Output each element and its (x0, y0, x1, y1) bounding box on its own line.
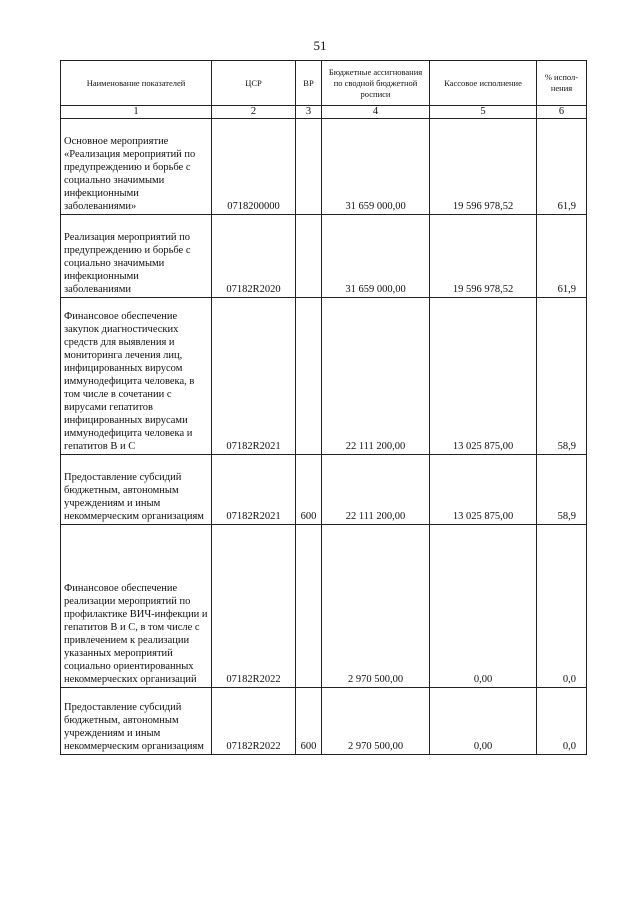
execution-amount: 0,00 (430, 525, 537, 688)
table-row (61, 119, 587, 215)
vr-code: 600 (296, 688, 322, 755)
indicator-name: Предоставление субсидий бюджетным, автономным учреждениям и иным некоммерческим организациям (61, 688, 212, 755)
csr-code: 07182R2021 (212, 298, 296, 455)
execution-percent: 0,0 (537, 688, 587, 755)
vr-code (296, 298, 322, 455)
page-number: 51 (313, 38, 327, 53)
execution-percent: 58,9 (537, 298, 587, 455)
execution-amount: 13 025 875,00 (430, 455, 537, 525)
header-name: Наименование показателей (61, 61, 212, 106)
header-csr: ЦСР (212, 61, 296, 106)
column-number: 5 (430, 106, 537, 119)
execution-percent: 61,9 (537, 119, 587, 215)
budget-amount: 22 111 200,00 (322, 298, 430, 455)
indicator-name: Предоставление субсидий бюджетным, автономным учреждениям и иным некоммерческим организациям (61, 455, 212, 525)
table-row (61, 525, 587, 688)
execution-percent: 0,0 (537, 525, 587, 688)
header-percent: % испол- нения (537, 61, 587, 106)
csr-code: 0718200000 (212, 119, 296, 215)
csr-code: 07182R2021 (212, 455, 296, 525)
execution-amount: 13 025 875,00 (430, 298, 537, 455)
budget-amount: 22 111 200,00 (322, 455, 430, 525)
column-number: 1 (61, 106, 212, 119)
column-number: 2 (212, 106, 296, 119)
csr-code: 07182R2022 (212, 525, 296, 688)
csr-code: 07182R2020 (212, 215, 296, 298)
vr-code (296, 525, 322, 688)
column-number: 3 (296, 106, 322, 119)
budget-amount: 2 970 500,00 (322, 525, 430, 688)
vr-code (296, 215, 322, 298)
column-number: 6 (537, 106, 587, 119)
budget-execution-table (60, 60, 587, 755)
table-row (61, 455, 587, 525)
header-budget: Бюджетные ассигнования по сводной бюджетной росписи (322, 61, 430, 106)
column-number: 4 (322, 106, 430, 119)
budget-amount: 31 659 000,00 (322, 215, 430, 298)
execution-amount: 19 596 978,52 (430, 119, 537, 215)
column-number-row (61, 106, 587, 119)
indicator-name: Реализация мероприятий по предупреждению и борьбе с социально значимыми инфекционными заболеваниями (61, 215, 212, 298)
vr-code: 600 (296, 455, 322, 525)
execution-percent: 61,9 (537, 215, 587, 298)
vr-code (296, 119, 322, 215)
indicator-name: Основное мероприятие «Реализация мероприятий по предупреждению и борьбе с социально значимыми инфекционными заболеваниями» (61, 119, 212, 215)
header-execution: Кассовое исполнение (430, 61, 537, 106)
indicator-name: Финансовое обеспечение реализации мероприятий по профилактике ВИЧ-инфекции и гепатитов В и С, в том числе с привлечением к реализации указанных мероприятий социально ориентированных некоммерческих организаций (61, 525, 212, 688)
csr-code: 07182R2022 (212, 688, 296, 755)
table-row (61, 688, 587, 755)
table-row (61, 215, 587, 298)
indicator-name: Финансовое обеспечение закупок диагностических средств для выявления и мониторинга лечения лиц, инфицированных вирусом иммунодефицита человека, в том числе в сочетании с вирусами гепатитов инфицированных вирусами иммунодефицита человека и гепатитов В и С (61, 298, 212, 455)
table-row (61, 298, 587, 455)
execution-amount: 19 596 978,52 (430, 215, 537, 298)
budget-amount: 2 970 500,00 (322, 688, 430, 755)
header-vr: ВР (296, 61, 322, 106)
execution-percent: 58,9 (537, 455, 587, 525)
execution-amount: 0,00 (430, 688, 537, 755)
budget-amount: 31 659 000,00 (322, 119, 430, 215)
header-row (61, 61, 587, 106)
